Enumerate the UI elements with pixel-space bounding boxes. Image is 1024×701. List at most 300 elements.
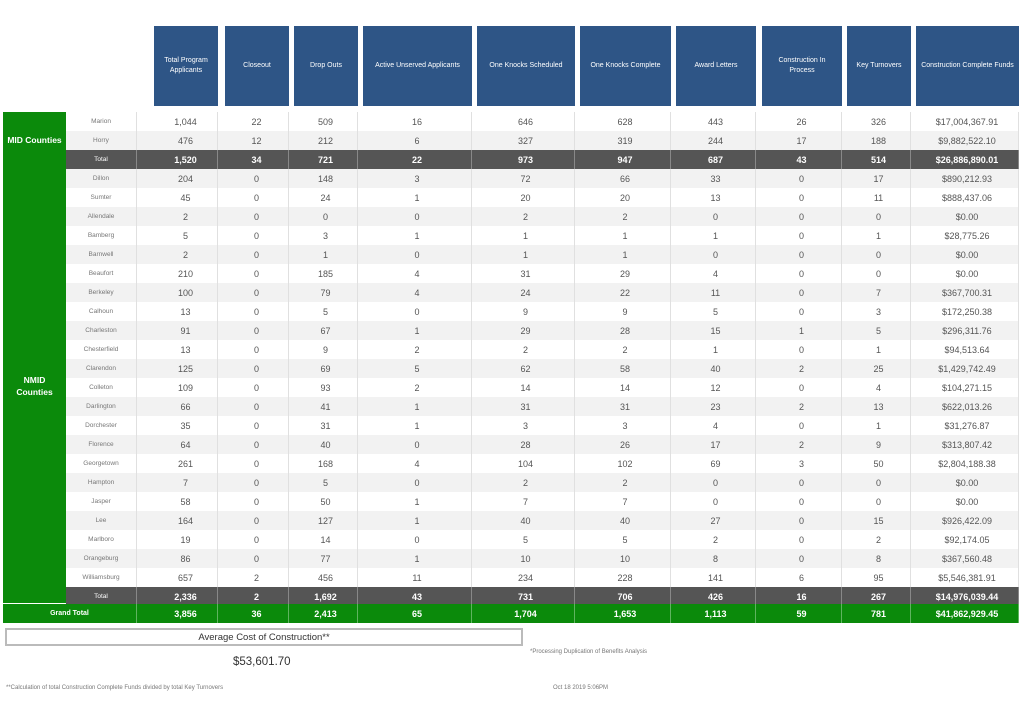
value-cell: 0 xyxy=(225,340,289,359)
county-cell: Marlboro xyxy=(66,530,137,549)
value-cell: 0 xyxy=(847,245,911,264)
value-cell: $104,271.15 xyxy=(916,378,1019,397)
value-cell: 2 xyxy=(580,340,671,359)
value-cell: 731 xyxy=(477,587,575,606)
value-cell: 0 xyxy=(225,207,289,226)
table-row xyxy=(66,492,1019,511)
value-cell: 0 xyxy=(225,454,289,473)
value-cell: 91 xyxy=(154,321,218,340)
calculation-note: **Calculation of total Construction Complete Funds divided by total Key Turnovers xyxy=(6,685,224,691)
value-cell: 267 xyxy=(847,587,911,606)
value-cell: 204 xyxy=(154,169,218,188)
value-cell: 5 xyxy=(154,226,218,245)
value-cell: 43 xyxy=(363,587,472,606)
county-cell: Calhoun xyxy=(66,302,137,321)
value-cell: 706 xyxy=(580,587,671,606)
group-label-mid: MID Counties xyxy=(3,112,66,168)
value-cell: 3 xyxy=(477,416,575,435)
county-cell: Georgetown xyxy=(66,454,137,473)
value-cell: 93 xyxy=(294,378,358,397)
value-cell: 1 xyxy=(847,340,911,359)
value-cell: 0 xyxy=(762,340,842,359)
value-cell: 2 xyxy=(580,473,671,492)
value-cell: 234 xyxy=(477,568,575,587)
value-cell: 0 xyxy=(847,473,911,492)
grand-total-row xyxy=(3,604,1019,623)
value-cell: 31 xyxy=(477,397,575,416)
value-cell: 6 xyxy=(363,131,472,150)
value-cell: $890,212.93 xyxy=(916,169,1019,188)
timestamp: Oct 18 2019 5:06PM xyxy=(553,685,609,691)
value-cell: 2 xyxy=(363,378,472,397)
county-cell: Jasper xyxy=(66,492,137,511)
value-cell: 28 xyxy=(580,321,671,340)
value-cell: 0 xyxy=(225,283,289,302)
avg-cost-box xyxy=(5,628,523,646)
county-cell: Beaufort xyxy=(66,264,137,283)
county-cell: Berkeley xyxy=(66,283,137,302)
column-header[interactable]: Construction In Process xyxy=(762,26,842,106)
value-cell: 456 xyxy=(294,568,358,587)
value-cell: $94,513.64 xyxy=(916,340,1019,359)
value-cell: 0 xyxy=(363,473,472,492)
value-cell: 50 xyxy=(847,454,911,473)
value-cell: 7 xyxy=(580,492,671,511)
value-cell: 29 xyxy=(477,321,575,340)
value-cell: 261 xyxy=(154,454,218,473)
value-cell: 7 xyxy=(847,283,911,302)
value-cell: 4 xyxy=(676,416,756,435)
value-cell: 188 xyxy=(847,131,911,150)
column-header[interactable]: Active Unserved Applicants xyxy=(363,26,472,106)
county-cell: Colleton xyxy=(66,378,137,397)
value-cell: 973 xyxy=(477,150,575,169)
value-cell: $296,311.76 xyxy=(916,321,1019,340)
value-cell: 0 xyxy=(762,511,842,530)
value-cell: 0 xyxy=(225,473,289,492)
table-row xyxy=(66,359,1019,378)
value-cell: 0 xyxy=(847,207,911,226)
value-cell: 8 xyxy=(847,549,911,568)
table-row xyxy=(66,454,1019,473)
value-cell: 4 xyxy=(847,378,911,397)
value-cell: 0 xyxy=(762,264,842,283)
value-cell: 1 xyxy=(477,245,575,264)
value-cell: $367,700.31 xyxy=(916,283,1019,302)
value-cell: 0 xyxy=(225,435,289,454)
value-cell: 22 xyxy=(363,150,472,169)
county-cell: Williamsburg xyxy=(66,568,137,587)
county-cell: Florence xyxy=(66,435,137,454)
value-cell: 0 xyxy=(762,416,842,435)
value-cell: 2 xyxy=(580,207,671,226)
county-cell: Horry xyxy=(66,131,137,150)
value-cell: 22 xyxy=(225,112,289,131)
group-label-nmid: NMID Counties xyxy=(3,168,66,603)
value-cell: 27 xyxy=(676,511,756,530)
value-cell: 2 xyxy=(762,435,842,454)
value-cell: 13 xyxy=(676,188,756,207)
table-row xyxy=(66,416,1019,435)
value-cell: 0 xyxy=(762,492,842,511)
value-cell: 0 xyxy=(762,226,842,245)
county-cell: Total xyxy=(66,587,137,606)
value-cell: 1 xyxy=(363,549,472,568)
value-cell: 10 xyxy=(580,549,671,568)
value-cell: 185 xyxy=(294,264,358,283)
value-cell: 102 xyxy=(580,454,671,473)
value-cell: 40 xyxy=(477,511,575,530)
value-cell: 0 xyxy=(762,188,842,207)
value-cell: 0 xyxy=(225,530,289,549)
value-cell: 4 xyxy=(676,264,756,283)
duplication-note: *Processing Duplication of Benefits Analysis xyxy=(530,649,648,655)
value-cell: 3 xyxy=(847,302,911,321)
value-cell: 5 xyxy=(294,473,358,492)
value-cell: 3 xyxy=(580,416,671,435)
value-cell: 1,520 xyxy=(154,150,218,169)
value-cell: 443 xyxy=(676,112,756,131)
value-cell: 31 xyxy=(477,264,575,283)
value-cell: 244 xyxy=(676,131,756,150)
value-cell: 164 xyxy=(154,511,218,530)
value-cell: 14 xyxy=(477,378,575,397)
value-cell: 1 xyxy=(363,321,472,340)
value-cell: 2 xyxy=(225,587,289,606)
grand-total-cell: 65 xyxy=(363,604,472,623)
grand-total-cell: 1,113 xyxy=(676,604,756,623)
value-cell: 22 xyxy=(580,283,671,302)
value-cell: 31 xyxy=(580,397,671,416)
value-cell: 2 xyxy=(154,245,218,264)
grand-total-cell: $41,862,929.45 xyxy=(916,604,1019,623)
value-cell: 64 xyxy=(154,435,218,454)
value-cell: 1 xyxy=(363,226,472,245)
table-row xyxy=(66,340,1019,359)
avg-cost-value: $53,601.70 xyxy=(233,656,291,668)
county-cell: Hampton xyxy=(66,473,137,492)
table-row xyxy=(66,549,1019,568)
value-cell: 4 xyxy=(363,264,472,283)
value-cell: 58 xyxy=(580,359,671,378)
value-cell: 11 xyxy=(847,188,911,207)
value-cell: $9,882,522.10 xyxy=(916,131,1019,150)
value-cell: 40 xyxy=(294,435,358,454)
value-cell: 1 xyxy=(363,397,472,416)
value-cell: 0 xyxy=(363,302,472,321)
table-row xyxy=(66,378,1019,397)
value-cell: $313,807.42 xyxy=(916,435,1019,454)
table-row xyxy=(66,397,1019,416)
value-cell: 10 xyxy=(477,549,575,568)
table-row xyxy=(66,283,1019,302)
value-cell: 514 xyxy=(847,150,911,169)
value-cell: 5 xyxy=(580,530,671,549)
value-cell: 45 xyxy=(154,188,218,207)
value-cell: 7 xyxy=(477,492,575,511)
value-cell: 1 xyxy=(762,321,842,340)
value-cell: 1 xyxy=(363,188,472,207)
value-cell: 69 xyxy=(294,359,358,378)
value-cell: 5 xyxy=(847,321,911,340)
value-cell: 1 xyxy=(580,245,671,264)
value-cell: 40 xyxy=(676,359,756,378)
value-cell: 9 xyxy=(294,340,358,359)
county-cell: Sumter xyxy=(66,188,137,207)
table-row xyxy=(66,169,1019,188)
value-cell: 14 xyxy=(580,378,671,397)
value-cell: $28,775.26 xyxy=(916,226,1019,245)
value-cell: 0 xyxy=(225,264,289,283)
value-cell: 100 xyxy=(154,283,218,302)
value-cell: 15 xyxy=(676,321,756,340)
value-cell: 2 xyxy=(762,397,842,416)
value-cell: 509 xyxy=(294,112,358,131)
county-cell: Marion xyxy=(66,112,137,131)
value-cell: 31 xyxy=(294,416,358,435)
value-cell: 127 xyxy=(294,511,358,530)
value-cell: 0 xyxy=(762,473,842,492)
value-cell: 0 xyxy=(294,207,358,226)
value-cell: $888,437.06 xyxy=(916,188,1019,207)
county-cell: Lee xyxy=(66,511,137,530)
value-cell: 125 xyxy=(154,359,218,378)
value-cell: 228 xyxy=(580,568,671,587)
value-cell: 109 xyxy=(154,378,218,397)
column-header[interactable]: Total Program Applicants xyxy=(154,26,218,106)
value-cell: 0 xyxy=(225,378,289,397)
value-cell: 1,044 xyxy=(154,112,218,131)
column-header[interactable]: Drop Outs xyxy=(294,26,358,106)
value-cell: 3 xyxy=(363,169,472,188)
value-cell: 319 xyxy=(580,131,671,150)
grand-total-cell: 2,413 xyxy=(294,604,358,623)
value-cell: 2 xyxy=(847,530,911,549)
value-cell: 19 xyxy=(154,530,218,549)
value-cell: 9 xyxy=(847,435,911,454)
value-cell: 1 xyxy=(477,226,575,245)
column-header[interactable]: Construction Complete Funds xyxy=(916,26,1019,106)
value-cell: 67 xyxy=(294,321,358,340)
value-cell: 5 xyxy=(477,530,575,549)
value-cell: 5 xyxy=(676,302,756,321)
value-cell: 628 xyxy=(580,112,671,131)
value-cell: 687 xyxy=(676,150,756,169)
table-row xyxy=(66,245,1019,264)
grand-total-cell: 36 xyxy=(225,604,289,623)
value-cell: 0 xyxy=(676,245,756,264)
table-row xyxy=(66,321,1019,340)
value-cell: $92,174.05 xyxy=(916,530,1019,549)
value-cell: 1 xyxy=(676,340,756,359)
value-cell: 0 xyxy=(762,283,842,302)
table-row xyxy=(66,112,1019,131)
value-cell: 77 xyxy=(294,549,358,568)
county-cell: Dorchester xyxy=(66,416,137,435)
value-cell: 12 xyxy=(676,378,756,397)
value-cell: 17 xyxy=(676,435,756,454)
value-cell: 0 xyxy=(225,416,289,435)
value-cell: 62 xyxy=(477,359,575,378)
county-cell: Dillon xyxy=(66,169,137,188)
value-cell: 2 xyxy=(225,568,289,587)
table-row xyxy=(66,530,1019,549)
value-cell: 210 xyxy=(154,264,218,283)
value-cell: $17,004,367.91 xyxy=(916,112,1019,131)
value-cell: 326 xyxy=(847,112,911,131)
value-cell: 2 xyxy=(477,340,575,359)
value-cell: 35 xyxy=(154,416,218,435)
value-cell: 25 xyxy=(847,359,911,378)
value-cell: 20 xyxy=(580,188,671,207)
value-cell: 15 xyxy=(847,511,911,530)
value-cell: 0 xyxy=(676,473,756,492)
value-cell: 657 xyxy=(154,568,218,587)
value-cell: $2,804,188.38 xyxy=(916,454,1019,473)
table-row xyxy=(66,302,1019,321)
table-row xyxy=(66,435,1019,454)
value-cell: 426 xyxy=(676,587,756,606)
value-cell: 0 xyxy=(762,302,842,321)
value-cell: 0 xyxy=(225,302,289,321)
value-cell: $367,560.48 xyxy=(916,549,1019,568)
value-cell: 9 xyxy=(580,302,671,321)
value-cell: $14,976,039.44 xyxy=(916,587,1019,606)
value-cell: 2 xyxy=(477,207,575,226)
value-cell: $0.00 xyxy=(916,473,1019,492)
value-cell: $0.00 xyxy=(916,492,1019,511)
value-cell: 2 xyxy=(477,473,575,492)
value-cell: 8 xyxy=(676,549,756,568)
grand-total-cell: 3,856 xyxy=(154,604,218,623)
value-cell: 721 xyxy=(294,150,358,169)
value-cell: 66 xyxy=(580,169,671,188)
value-cell: 5 xyxy=(294,302,358,321)
value-cell: 12 xyxy=(225,131,289,150)
value-cell: 26 xyxy=(762,112,842,131)
value-cell: 3 xyxy=(762,454,842,473)
value-cell: 11 xyxy=(363,568,472,587)
value-cell: 0 xyxy=(225,492,289,511)
value-cell: 1 xyxy=(294,245,358,264)
value-cell: 1 xyxy=(363,492,472,511)
grand-total-label: Grand Total xyxy=(3,604,137,623)
county-cell: Bamberg xyxy=(66,226,137,245)
value-cell: 0 xyxy=(225,321,289,340)
value-cell: 0 xyxy=(363,530,472,549)
value-cell: 69 xyxy=(676,454,756,473)
value-cell: 2 xyxy=(154,207,218,226)
value-cell: 2 xyxy=(363,340,472,359)
value-cell: 43 xyxy=(762,150,842,169)
table-row xyxy=(66,511,1019,530)
table-row xyxy=(66,568,1019,587)
value-cell: 0 xyxy=(762,169,842,188)
value-cell: 2 xyxy=(762,359,842,378)
value-cell: 1 xyxy=(580,226,671,245)
value-cell: 2 xyxy=(676,530,756,549)
grand-total-cell: 1,653 xyxy=(580,604,671,623)
value-cell: $0.00 xyxy=(916,207,1019,226)
value-cell: $0.00 xyxy=(916,245,1019,264)
value-cell: 1,692 xyxy=(294,587,358,606)
total-row xyxy=(66,150,1019,169)
value-cell: 476 xyxy=(154,131,218,150)
value-cell: 7 xyxy=(154,473,218,492)
value-cell: 58 xyxy=(154,492,218,511)
value-cell: 20 xyxy=(477,188,575,207)
column-header[interactable]: One Knocks Scheduled xyxy=(477,26,575,106)
value-cell: 11 xyxy=(676,283,756,302)
value-cell: 0 xyxy=(676,492,756,511)
value-cell: $5,546,381.91 xyxy=(916,568,1019,587)
value-cell: 95 xyxy=(847,568,911,587)
column-header[interactable]: Award Letters xyxy=(676,26,756,106)
value-cell: 1 xyxy=(363,416,472,435)
value-cell: $172,250.38 xyxy=(916,302,1019,321)
value-cell: 0 xyxy=(847,264,911,283)
value-cell: 0 xyxy=(762,378,842,397)
value-cell: 0 xyxy=(225,188,289,207)
value-cell: 0 xyxy=(847,492,911,511)
value-cell: 0 xyxy=(762,245,842,264)
table-row xyxy=(66,188,1019,207)
value-cell: 23 xyxy=(676,397,756,416)
value-cell: 0 xyxy=(225,169,289,188)
value-cell: 212 xyxy=(294,131,358,150)
value-cell: 6 xyxy=(762,568,842,587)
table-row xyxy=(66,226,1019,245)
value-cell: 14 xyxy=(294,530,358,549)
value-cell: 1 xyxy=(847,416,911,435)
value-cell: $31,276.87 xyxy=(916,416,1019,435)
value-cell: 33 xyxy=(676,169,756,188)
value-cell: 34 xyxy=(225,150,289,169)
value-cell: 50 xyxy=(294,492,358,511)
value-cell: 0 xyxy=(762,207,842,226)
county-cell: Clarendon xyxy=(66,359,137,378)
value-cell: 66 xyxy=(154,397,218,416)
value-cell: 0 xyxy=(363,245,472,264)
grand-total-cell: 59 xyxy=(762,604,842,623)
column-header[interactable]: Closeout xyxy=(225,26,289,106)
value-cell: 0 xyxy=(762,549,842,568)
value-cell: 3 xyxy=(294,226,358,245)
value-cell: 0 xyxy=(225,226,289,245)
value-cell: 26 xyxy=(580,435,671,454)
value-cell: 13 xyxy=(154,340,218,359)
column-header[interactable]: One Knocks Complete xyxy=(580,26,671,106)
value-cell: 16 xyxy=(762,587,842,606)
county-cell: Chesterfield xyxy=(66,340,137,359)
county-cell: Orangeburg xyxy=(66,549,137,568)
value-cell: 327 xyxy=(477,131,575,150)
column-header[interactable]: Key Turnovers xyxy=(847,26,911,106)
table-row xyxy=(66,131,1019,150)
table-row xyxy=(66,473,1019,492)
value-cell: $26,886,890.01 xyxy=(916,150,1019,169)
value-cell: 168 xyxy=(294,454,358,473)
value-cell: 646 xyxy=(477,112,575,131)
value-cell: 0 xyxy=(762,530,842,549)
value-cell: 41 xyxy=(294,397,358,416)
grand-total-cell: 1,704 xyxy=(477,604,575,623)
value-cell: 4 xyxy=(363,454,472,473)
value-cell: 0 xyxy=(225,359,289,378)
value-cell: $1,429,742.49 xyxy=(916,359,1019,378)
value-cell: 28 xyxy=(477,435,575,454)
value-cell: 13 xyxy=(847,397,911,416)
